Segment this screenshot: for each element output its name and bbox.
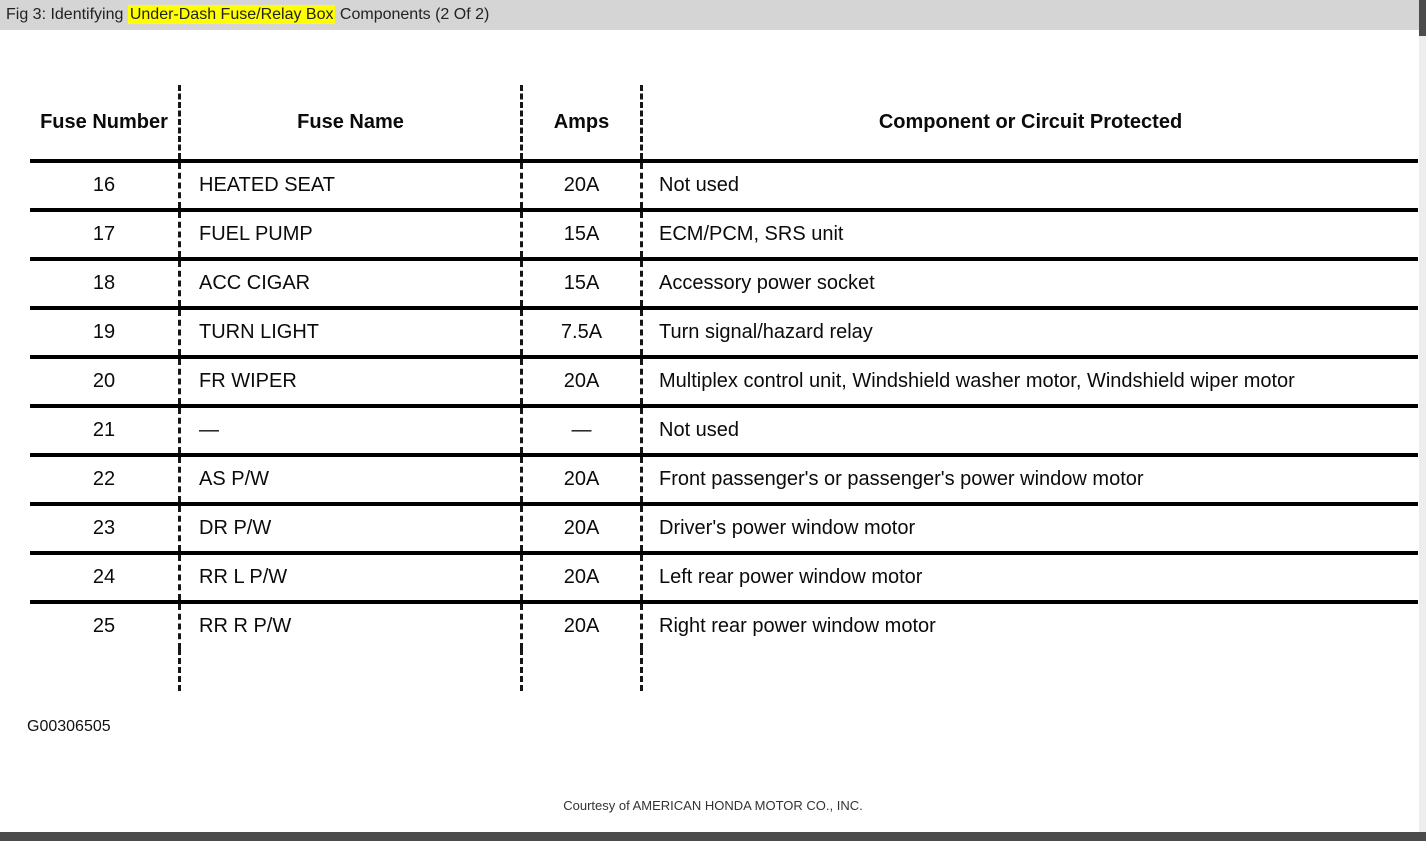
fuse-number-cell: 18 — [92, 272, 116, 294]
amps-cell: 20A — [520, 163, 640, 208]
fuse-name-cell: HEATED SEAT — [178, 163, 520, 208]
component-cell: Right rear power window motor — [640, 604, 1418, 649]
fuse-name-cell: RR R P/W — [178, 604, 520, 649]
fuse-name-cell: RR L P/W — [178, 555, 520, 600]
component-cell: Front passenger's or passenger's power window motor — [640, 457, 1418, 502]
figure-title-suffix: Components (2 Of 2) — [335, 6, 490, 23]
table-row — [30, 506, 1418, 551]
fuse-name-cell: — — [178, 408, 520, 453]
table-row — [30, 310, 1418, 355]
component-cell: Not used — [640, 408, 1418, 453]
amps-cell: 20A — [520, 457, 640, 502]
fuse-number-cell: 21 — [92, 419, 116, 441]
fuse-name-cell: AS P/W — [178, 457, 520, 502]
table-row — [30, 212, 1418, 257]
fuse-name-cell: DR P/W — [178, 506, 520, 551]
header-component: Component or Circuit Protected — [640, 85, 1418, 159]
vertical-scrollbar-thumb[interactable] — [1419, 0, 1426, 36]
fuse-name-cell: FUEL PUMP — [178, 212, 520, 257]
figure-title-prefix: Fig 3: Identifying — [6, 6, 128, 23]
fuse-number-cell: 24 — [92, 566, 116, 588]
fuse-name-cell: FR WIPER — [178, 359, 520, 404]
table-row — [30, 604, 1418, 649]
vertical-scrollbar-track[interactable] — [1419, 0, 1426, 832]
table-row — [30, 163, 1418, 208]
header-fuse-name: Fuse Name — [178, 85, 520, 159]
fuse-number-cell: 22 — [92, 468, 116, 490]
amps-cell: 20A — [520, 604, 640, 649]
amps-cell: 20A — [520, 555, 640, 600]
fuse-number-cell: 16 — [92, 174, 116, 196]
fuse-table-body — [30, 163, 1418, 649]
fuse-number-cell: 17 — [92, 223, 116, 245]
table-row — [30, 261, 1418, 306]
component-cell: ECM/PCM, SRS unit — [640, 212, 1418, 257]
highlighted-search-term: Under-Dash Fuse/Relay Box — [129, 6, 334, 23]
amps-cell: 20A — [520, 506, 640, 551]
figure-id: G00306505 — [27, 718, 111, 735]
component-cell: Accessory power socket — [640, 261, 1418, 306]
fuse-number-cell: 20 — [92, 370, 116, 392]
fuse-name-cell: TURN LIGHT — [178, 310, 520, 355]
amps-cell: 15A — [520, 261, 640, 306]
fuse-number-cell: 19 — [92, 321, 116, 343]
fuse-name-cell: ACC CIGAR — [178, 261, 520, 306]
fuse-number-cell: 23 — [92, 517, 116, 539]
courtesy-credit: Courtesy of AMERICAN HONDA MOTOR CO., INC. — [563, 798, 863, 813]
header-fuse-number: Fuse Number — [40, 110, 168, 133]
amps-cell: — — [520, 408, 640, 453]
header-amps: Amps — [520, 85, 640, 159]
figure-title-bar — [0, 0, 1426, 30]
table-row — [30, 555, 1418, 600]
table-row — [30, 457, 1418, 502]
amps-cell: 7.5A — [520, 310, 640, 355]
table-row — [30, 359, 1418, 404]
table-row — [30, 408, 1418, 453]
amps-cell: 20A — [520, 359, 640, 404]
bottom-window-edge — [0, 832, 1426, 841]
component-cell: Multiplex control unit, Windshield washer motor, Windshield wiper motor — [640, 359, 1418, 404]
component-cell: Not used — [640, 163, 1418, 208]
fuse-table — [30, 85, 1418, 691]
fuse-number-cell: 25 — [92, 615, 116, 637]
table-bottom-stub — [30, 649, 1418, 691]
component-cell: Turn signal/hazard relay — [640, 310, 1418, 355]
table-header-row — [30, 85, 1418, 159]
component-cell: Driver's power window motor — [640, 506, 1418, 551]
amps-cell: 15A — [520, 212, 640, 257]
component-cell: Left rear power window motor — [640, 555, 1418, 600]
